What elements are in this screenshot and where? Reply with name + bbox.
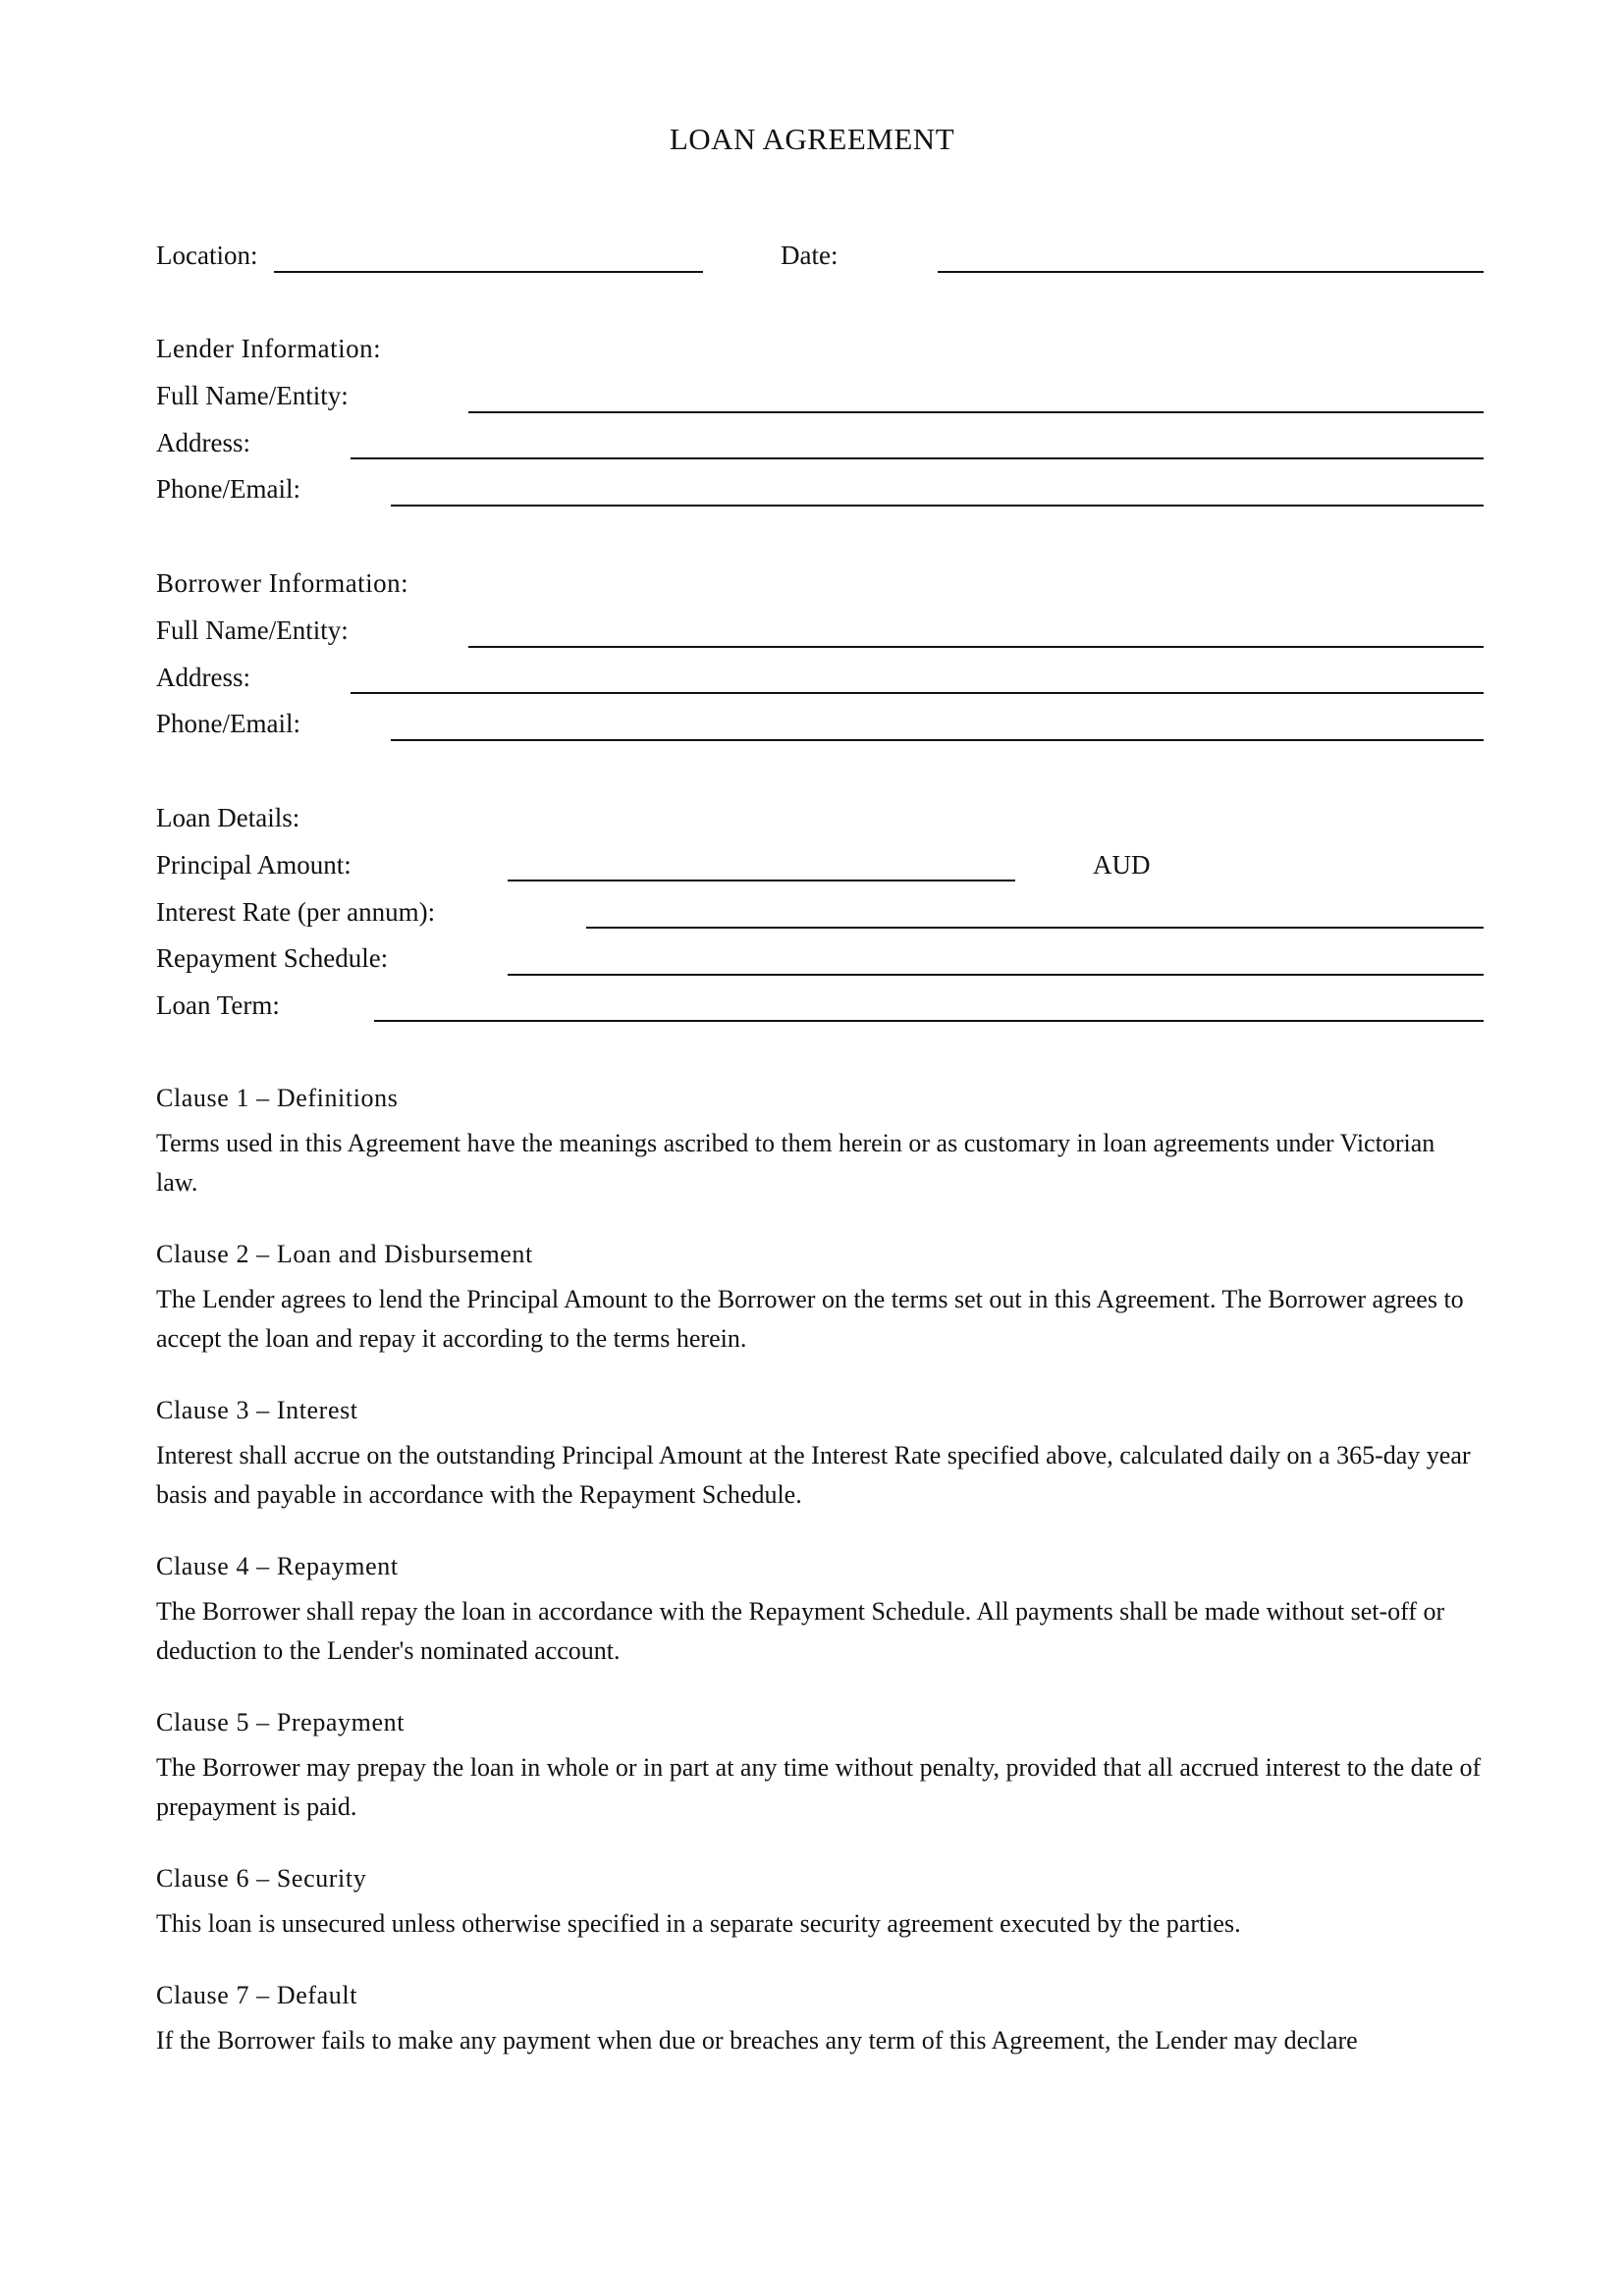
clause-3-text: Interest shall accrue on the outstanding Principal Amount at the Interest Rate specified above, calculated daily on a 365-day year basis and payable in accordance with the Repayment Schedule.: [156, 1441, 1471, 1509]
interest-rate-label: Interest Rate (per annum):: [156, 897, 436, 927]
principal-amount-label: Principal Amount:: [156, 850, 352, 880]
borrower-contact-field[interactable]: [391, 739, 1484, 741]
borrower-address-field[interactable]: [351, 692, 1484, 694]
location-label: Location:: [156, 240, 258, 270]
clause-7-text: If the Borrower fails to make any payment when due or breaches any term of this Agreement, the Lender may declare: [156, 2026, 1358, 2055]
borrower-contact-label: Phone/Email:: [156, 709, 300, 738]
clause-2-text: The Lender agrees to lend the Principal Amount to the Borrower on the terms set out in this Agreement. The Borrower agrees to accept the loan and repay it according to the terms herein.: [156, 1285, 1464, 1353]
loan-term-label: Loan Term:: [156, 990, 280, 1020]
loan-term-field[interactable]: [374, 1020, 1484, 1022]
interest-rate-field[interactable]: [586, 927, 1484, 929]
borrower-heading: Borrower Information:: [156, 568, 409, 598]
document-title: LOAN AGREEMENT: [669, 122, 955, 156]
clause-1-text: Terms used in this Agreement have the meanings ascribed to them herein or as customary in loan agreements under Victorian law.: [156, 1129, 1435, 1197]
lender-address-label: Address:: [156, 428, 250, 457]
date-label: Date:: [781, 240, 839, 270]
clause-4-heading: Clause 4 – Repayment: [156, 1552, 399, 1580]
location-field[interactable]: [274, 271, 703, 273]
lender-name-field[interactable]: [468, 411, 1484, 413]
clause-5-heading: Clause 5 – Prepayment: [156, 1708, 406, 1736]
clause-1-heading: Clause 1 – Definitions: [156, 1084, 399, 1112]
principal-amount-field[interactable]: [508, 880, 1015, 881]
lender-name-label: Full Name/Entity:: [156, 381, 349, 410]
clause-6-heading: Clause 6 – Security: [156, 1864, 367, 1893]
lender-contact-label: Phone/Email:: [156, 474, 300, 504]
lender-heading: Lender Information:: [156, 334, 382, 363]
repayment-schedule-field[interactable]: [508, 974, 1484, 976]
borrower-address-label: Address:: [156, 663, 250, 692]
clause-5-text: The Borrower may prepay the loan in whole or in part at any time without penalty, provided that all accrued interest to the date of prepayment is paid.: [156, 1753, 1482, 1821]
clause-4-text: The Borrower shall repay the loan in accordance with the Repayment Schedule. All payments shall be made without set-off or deduction to the Lender's nominated account.: [156, 1597, 1445, 1665]
clause-2-heading: Clause 2 – Loan and Disbursement: [156, 1240, 533, 1268]
currency-label: AUD: [1093, 850, 1151, 880]
clause-3-heading: Clause 3 – Interest: [156, 1396, 358, 1424]
lender-address-field[interactable]: [351, 457, 1484, 459]
loan-details-heading: Loan Details:: [156, 803, 300, 832]
repayment-schedule-label: Repayment Schedule:: [156, 943, 389, 973]
clause-6-text: This loan is unsecured unless otherwise specified in a separate security agreement executed by the parties.: [156, 1909, 1241, 1938]
lender-contact-field[interactable]: [391, 505, 1484, 507]
borrower-name-label: Full Name/Entity:: [156, 615, 349, 645]
borrower-name-field[interactable]: [468, 646, 1484, 648]
clause-7-heading: Clause 7 – Default: [156, 1981, 358, 2009]
date-field[interactable]: [938, 271, 1484, 273]
